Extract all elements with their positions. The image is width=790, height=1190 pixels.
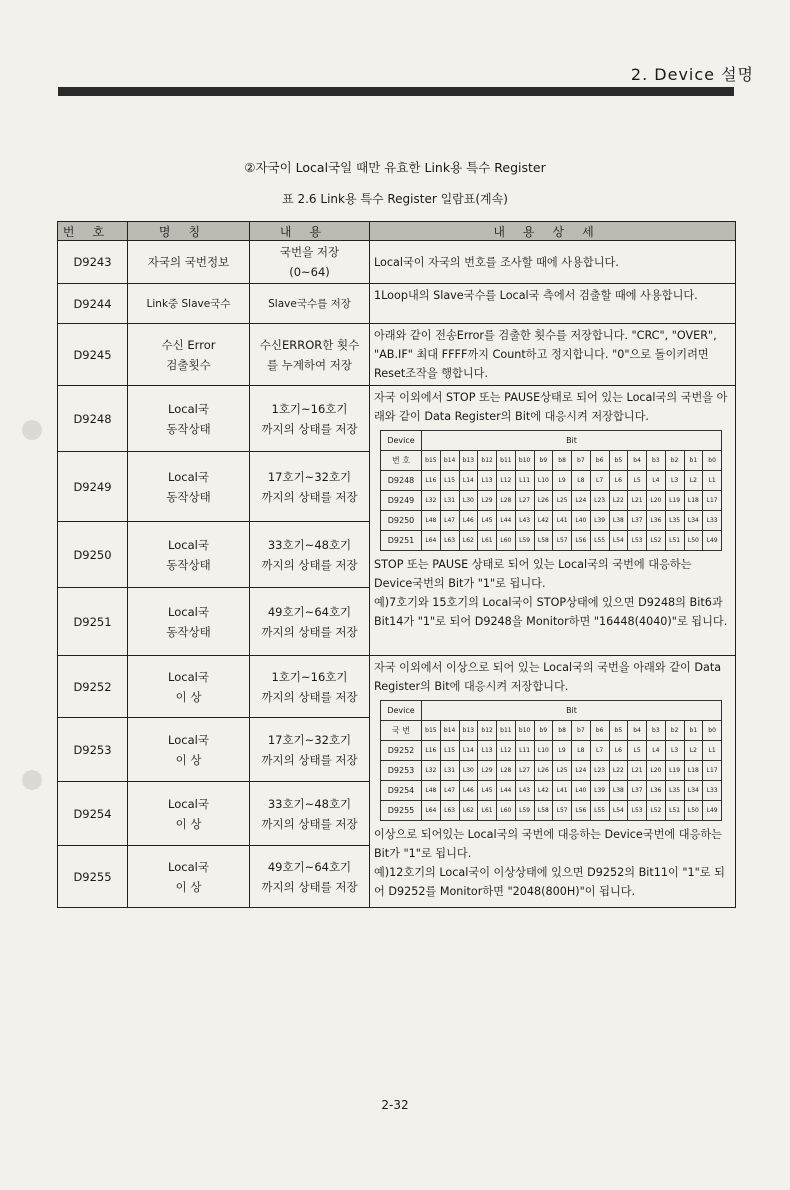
bit-header-cell: b3 xyxy=(647,721,666,741)
header-rule xyxy=(58,87,734,96)
bit-header-cell: b10 xyxy=(515,451,534,471)
name-line: 이 상 xyxy=(175,689,202,704)
bit-cell: L51 xyxy=(665,801,684,821)
bit-cell: L9 xyxy=(553,471,572,491)
bit-header-cell: b13 xyxy=(459,451,478,471)
bit-table-device-label: Device xyxy=(381,701,422,721)
bit-cell: L47 xyxy=(440,781,459,801)
bit-header-cell: b9 xyxy=(534,451,553,471)
register-name xyxy=(128,656,250,718)
name-line: Local국 xyxy=(168,859,209,874)
bit-cell: L35 xyxy=(665,781,684,801)
register-content xyxy=(250,588,370,656)
bit-row xyxy=(381,491,722,511)
register-name xyxy=(128,386,250,452)
bit-cell: L61 xyxy=(478,531,497,551)
bit-header-cell: b2 xyxy=(665,721,684,741)
bit-cell: L45 xyxy=(478,511,497,531)
col-header-name: 명칭 xyxy=(128,222,250,241)
name-line: 동작상태 xyxy=(166,489,211,504)
content-line: 까지의 상태를 저장 xyxy=(261,489,358,504)
bit-cell: L22 xyxy=(609,491,628,511)
bit-cell: L64 xyxy=(422,801,441,821)
bit-cell: L10 xyxy=(534,741,553,761)
table-row xyxy=(58,386,736,452)
bit-table-corner-label: 번 호 xyxy=(381,451,422,471)
register-code: D9255 xyxy=(58,846,128,908)
bit-header-cell: b7 xyxy=(572,451,591,471)
bit-header-cell: b14 xyxy=(440,721,459,741)
bit-cell: L55 xyxy=(590,531,609,551)
bit-header-cell: b5 xyxy=(609,721,628,741)
col-header-content: 내용 xyxy=(250,222,370,241)
bit-header-cell: b14 xyxy=(440,451,459,471)
bit-cell: L60 xyxy=(497,801,516,821)
bit-header-cell: b8 xyxy=(553,451,572,471)
content-line: 17호기~32호기 xyxy=(267,732,352,747)
content-line: 수신ERROR한 횟수 xyxy=(259,337,360,352)
bit-cell: L6 xyxy=(609,471,628,491)
bit-cell: L24 xyxy=(572,491,591,511)
bit-header-cell: b0 xyxy=(703,451,722,471)
register-code: D9254 xyxy=(58,782,128,846)
bit-cell: L61 xyxy=(478,801,497,821)
register-name xyxy=(128,522,250,588)
content-line: 를 누계하여 저장 xyxy=(266,357,353,372)
register-content xyxy=(250,718,370,782)
register-name xyxy=(128,718,250,782)
bit-cell: L25 xyxy=(553,761,572,781)
name-line: 동작상태 xyxy=(166,421,211,436)
register-table xyxy=(57,221,736,908)
name-line: 이 상 xyxy=(175,752,202,767)
bit-cell: L59 xyxy=(515,801,534,821)
group1-note: STOP 또는 PAUSE 상태로 되어 있는 Local국의 국번에 대응하는 Device국번의 Bit가 "1"로 됩니다. xyxy=(374,558,692,590)
bit-cell: L3 xyxy=(665,471,684,491)
bit-cell: L47 xyxy=(440,511,459,531)
bit-cell: L18 xyxy=(684,761,703,781)
bit-row-device: D9251 xyxy=(381,531,422,551)
bit-row-device: D9249 xyxy=(381,491,422,511)
group1-example: 예)7호기와 15호기의 Local국이 STOP상태에 있으면 D9248의 Bit6과 Bit14가 "1"로 되어 D9248을 Monitor하면 "16448(4040)"로 됩니다. xyxy=(374,596,728,628)
bit-cell: L25 xyxy=(553,491,572,511)
bit-cell: L34 xyxy=(684,781,703,801)
bit-cell: L8 xyxy=(572,471,591,491)
register-code: D9249 xyxy=(58,452,128,522)
bit-table-bit-label: Bit xyxy=(422,701,722,721)
bit-cell: L55 xyxy=(590,801,609,821)
bit-cell: L29 xyxy=(478,491,497,511)
bit-cell: L7 xyxy=(590,741,609,761)
bit-header-cell: b6 xyxy=(590,451,609,471)
bit-cell: L59 xyxy=(515,531,534,551)
bit-cell: L38 xyxy=(609,511,628,531)
bit-cell: L52 xyxy=(647,801,666,821)
bit-cell: L36 xyxy=(647,781,666,801)
register-name xyxy=(128,588,250,656)
bit-cell: L9 xyxy=(553,741,572,761)
table-caption: 표 2.6 Link용 특수 Register 일람표(계속) xyxy=(282,192,508,206)
bit-cell: L30 xyxy=(459,491,478,511)
bit-header-cell: b10 xyxy=(515,721,534,741)
bit-row xyxy=(381,741,722,761)
bit-cell: L63 xyxy=(440,531,459,551)
bit-cell: L20 xyxy=(647,761,666,781)
bit-cell: L64 xyxy=(422,531,441,551)
register-name xyxy=(128,846,250,908)
bit-cell: L57 xyxy=(553,801,572,821)
bit-map-table-1 xyxy=(380,430,722,551)
bit-cell: L53 xyxy=(628,801,647,821)
table-row xyxy=(58,656,736,718)
group1-intro: 자국 이외에서 STOP 또는 PAUSE상태로 되어 있는 Local국의 국번을 아래와 같이 Data Register의 Bit에 대응시켜 저장합니다. xyxy=(374,391,728,423)
bit-cell: L7 xyxy=(590,471,609,491)
bit-cell: L14 xyxy=(459,741,478,761)
name-line: Local국 xyxy=(168,537,209,552)
col-header-number: 번호 xyxy=(58,222,128,241)
content-line: 17호기~32호기 xyxy=(267,469,352,484)
section-title: 2. Device 설명 xyxy=(630,65,754,84)
register-code: D9244 xyxy=(58,284,128,324)
name-line: 이 상 xyxy=(175,816,202,831)
register-code: D9253 xyxy=(58,718,128,782)
bit-cell: L33 xyxy=(703,511,722,531)
bit-cell: L13 xyxy=(478,741,497,761)
bit-cell: L53 xyxy=(628,531,647,551)
bit-header-cell: b3 xyxy=(647,451,666,471)
bit-cell: L39 xyxy=(590,511,609,531)
bit-cell: L5 xyxy=(628,471,647,491)
bit-cell: L44 xyxy=(497,511,516,531)
bit-cell: L19 xyxy=(665,761,684,781)
bit-header-cell: b12 xyxy=(478,721,497,741)
content-line: 1호기~16호기 xyxy=(271,669,348,684)
bit-cell: L26 xyxy=(534,491,553,511)
bit-row xyxy=(381,761,722,781)
register-code: D9252 xyxy=(58,656,128,718)
name-line: 이 상 xyxy=(175,879,202,894)
name-line: Local국 xyxy=(168,796,209,811)
bit-cell: L26 xyxy=(534,761,553,781)
bit-row-device: D9250 xyxy=(381,511,422,531)
subtitle: ②자국이 Local국일 때만 유효한 Link용 특수 Register xyxy=(244,160,546,175)
bit-row-device: D9255 xyxy=(381,801,422,821)
name-line: Local국 xyxy=(168,401,209,416)
bit-row xyxy=(381,471,722,491)
bit-cell: L28 xyxy=(497,761,516,781)
register-content: Slave국수를 저장 xyxy=(250,284,370,324)
bit-cell: L2 xyxy=(684,471,703,491)
bit-row-device: D9252 xyxy=(381,741,422,761)
col-header-detail: 내용상세 xyxy=(370,222,736,241)
bit-cell: L32 xyxy=(422,491,441,511)
name-line: 동작상태 xyxy=(166,557,211,572)
register-content xyxy=(250,241,370,284)
register-code: D9250 xyxy=(58,522,128,588)
bit-header-cell: b12 xyxy=(478,451,497,471)
bit-cell: L4 xyxy=(647,741,666,761)
bit-cell: L8 xyxy=(572,741,591,761)
bit-cell: L29 xyxy=(478,761,497,781)
group2-example: 예)12호기의 Local국이 이상상태에 있으면 D9252의 Bit11이 "1"로 되어 D9252를 Monitor하면 "2048(800H)"이 됩니다. xyxy=(374,866,725,898)
bit-cell: L35 xyxy=(665,511,684,531)
bit-cell: L16 xyxy=(422,471,441,491)
bit-cell: L43 xyxy=(515,781,534,801)
bit-cell: L62 xyxy=(459,801,478,821)
bit-cell: L48 xyxy=(422,511,441,531)
group2-intro: 자국 이외에서 이상으로 되어 있는 Local국의 국번을 아래와 같이 Data Register의 Bit에 대응시켜 저장합니다. xyxy=(374,661,722,693)
content-line: 까지의 상태를 저장 xyxy=(261,557,358,572)
content-line: 까지의 상태를 저장 xyxy=(261,421,358,436)
register-content xyxy=(250,846,370,908)
bit-cell: L31 xyxy=(440,491,459,511)
bit-cell: L4 xyxy=(647,471,666,491)
bit-header-cell: b6 xyxy=(590,721,609,741)
bit-header-cell: b15 xyxy=(422,721,441,741)
bit-cell: L57 xyxy=(553,531,572,551)
content-line: 까지의 상태를 저장 xyxy=(261,816,358,831)
bit-cell: L50 xyxy=(684,801,703,821)
content-line: 까지의 상태를 저장 xyxy=(261,879,358,894)
table-row xyxy=(58,324,736,386)
register-name xyxy=(128,452,250,522)
bit-cell: L1 xyxy=(703,741,722,761)
bit-header-cell: b11 xyxy=(497,721,516,741)
bit-cell: L42 xyxy=(534,781,553,801)
table-row xyxy=(58,241,736,284)
bit-header-cell: b1 xyxy=(684,451,703,471)
bit-cell: L34 xyxy=(684,511,703,531)
table-row xyxy=(58,284,736,324)
bit-cell: L30 xyxy=(459,761,478,781)
content-line: 33호기~48호기 xyxy=(267,796,352,811)
group1-detail xyxy=(370,386,736,656)
bit-cell: L12 xyxy=(497,741,516,761)
name-line: Local국 xyxy=(168,732,209,747)
bit-cell: L56 xyxy=(572,801,591,821)
group2-detail xyxy=(370,656,736,908)
bit-cell: L56 xyxy=(572,531,591,551)
content-line: 33호기~48호기 xyxy=(267,537,352,552)
register-detail: 1Loop내의 Slave국수를 Local국 측에서 검출할 때에 사용합니다. xyxy=(370,284,736,324)
bit-header-cell: b13 xyxy=(459,721,478,741)
bit-table-corner-label: 국 번 xyxy=(381,721,422,741)
bit-cell: L13 xyxy=(478,471,497,491)
bit-header-cell: b1 xyxy=(684,721,703,741)
bit-cell: L50 xyxy=(684,531,703,551)
bit-cell: L2 xyxy=(684,741,703,761)
bit-header-cell: b15 xyxy=(422,451,441,471)
bit-header-cell: b0 xyxy=(703,721,722,741)
bit-cell: L17 xyxy=(703,761,722,781)
bit-cell: L23 xyxy=(590,761,609,781)
bit-cell: L38 xyxy=(609,781,628,801)
register-content xyxy=(250,324,370,386)
bit-row xyxy=(381,781,722,801)
bit-cell: L46 xyxy=(459,511,478,531)
register-code: D9245 xyxy=(58,324,128,386)
bit-cell: L6 xyxy=(609,741,628,761)
bit-cell: L36 xyxy=(647,511,666,531)
bit-cell: L41 xyxy=(553,781,572,801)
register-detail: Local국이 자국의 번호를 조사할 때에 사용합니다. xyxy=(370,241,736,284)
register-content xyxy=(250,452,370,522)
register-name: Link중 Slave국수 xyxy=(128,284,250,324)
register-name: 자국의 국번정보 xyxy=(128,241,250,284)
bit-cell: L20 xyxy=(647,491,666,511)
bit-cell: L39 xyxy=(590,781,609,801)
page-number: 2-32 xyxy=(381,1098,409,1112)
bit-cell: L33 xyxy=(703,781,722,801)
name-line: 동작상태 xyxy=(166,624,211,639)
bit-header-cell: b9 xyxy=(534,721,553,741)
bit-cell: L19 xyxy=(665,491,684,511)
register-content xyxy=(250,522,370,588)
bit-row-device: D9254 xyxy=(381,781,422,801)
bit-cell: L11 xyxy=(515,471,534,491)
bit-cell: L10 xyxy=(534,471,553,491)
bit-header-cell: b4 xyxy=(628,721,647,741)
bit-cell: L62 xyxy=(459,531,478,551)
bit-cell: L40 xyxy=(572,781,591,801)
bit-map-table-2 xyxy=(380,700,722,821)
name-line: 수신 Error xyxy=(161,337,216,352)
group2-note: 이상으로 되어있는 Local국의 국번에 대응하는 Device국번에 대응하는 Bit가 "1"로 됩니다. xyxy=(374,828,722,860)
bit-cell: L28 xyxy=(497,491,516,511)
name-line: Local국 xyxy=(168,604,209,619)
bit-table-device-label: Device xyxy=(381,431,422,451)
bit-header-cell: b2 xyxy=(665,451,684,471)
bit-cell: L54 xyxy=(609,801,628,821)
bit-cell: L21 xyxy=(628,491,647,511)
register-detail: 아래와 같이 전송Error를 검출한 횟수를 저장합니다. "CRC", "OVER", "AB.IF" 최대 FFFF까지 Count하고 정지합니다. "0"으로 돌이키려면 Reset조작을 행합니다. xyxy=(370,324,736,386)
content-line: 49호기~64호기 xyxy=(267,859,352,874)
bit-cell: L41 xyxy=(553,511,572,531)
bit-row-device: D9248 xyxy=(381,471,422,491)
bit-cell: L40 xyxy=(572,511,591,531)
register-content xyxy=(250,782,370,846)
bit-cell: L5 xyxy=(628,741,647,761)
bit-row xyxy=(381,801,722,821)
register-code: D9251 xyxy=(58,588,128,656)
bit-cell: L60 xyxy=(497,531,516,551)
bit-cell: L37 xyxy=(628,781,647,801)
bit-cell: L52 xyxy=(647,531,666,551)
register-content xyxy=(250,386,370,452)
bit-cell: L15 xyxy=(440,471,459,491)
bit-header-cell: b5 xyxy=(609,451,628,471)
name-line: 검출횟수 xyxy=(166,357,211,372)
bit-cell: L48 xyxy=(422,781,441,801)
bit-cell: L37 xyxy=(628,511,647,531)
register-name xyxy=(128,782,250,846)
bit-cell: L24 xyxy=(572,761,591,781)
bit-cell: L22 xyxy=(609,761,628,781)
bit-cell: L21 xyxy=(628,761,647,781)
content-line: 국번을 저장 xyxy=(279,245,340,259)
bit-row xyxy=(381,511,722,531)
bit-cell: L27 xyxy=(515,491,534,511)
bit-cell: L1 xyxy=(703,471,722,491)
bit-cell: L45 xyxy=(478,781,497,801)
bit-cell: L51 xyxy=(665,531,684,551)
bit-cell: L23 xyxy=(590,491,609,511)
bit-cell: L44 xyxy=(497,781,516,801)
content-line: 까지의 상태를 저장 xyxy=(261,752,358,767)
content-line: 까지의 상태를 저장 xyxy=(261,689,358,704)
bit-cell: L17 xyxy=(703,491,722,511)
content-line: 까지의 상태를 저장 xyxy=(261,624,358,639)
bit-cell: L49 xyxy=(703,801,722,821)
bit-cell: L31 xyxy=(440,761,459,781)
content-line: 1호기~16호기 xyxy=(271,401,348,416)
name-line: Local국 xyxy=(168,669,209,684)
bit-cell: L16 xyxy=(422,741,441,761)
bit-cell: L14 xyxy=(459,471,478,491)
bit-header-cell: b8 xyxy=(553,721,572,741)
bit-cell: L3 xyxy=(665,741,684,761)
bit-header-cell: b4 xyxy=(628,451,647,471)
register-code: D9243 xyxy=(58,241,128,284)
bit-cell: L49 xyxy=(703,531,722,551)
bit-cell: L58 xyxy=(534,531,553,551)
bit-cell: L12 xyxy=(497,471,516,491)
binder-hole-bottom xyxy=(22,770,42,790)
binder-hole-top xyxy=(22,420,42,440)
bit-cell: L32 xyxy=(422,761,441,781)
register-content xyxy=(250,656,370,718)
bit-cell: L63 xyxy=(440,801,459,821)
register-name xyxy=(128,324,250,386)
bit-row-device: D9253 xyxy=(381,761,422,781)
bit-cell: L11 xyxy=(515,741,534,761)
bit-cell: L54 xyxy=(609,531,628,551)
bit-row xyxy=(381,531,722,551)
bit-cell: L58 xyxy=(534,801,553,821)
bit-header-cell: b7 xyxy=(572,721,591,741)
bit-header-cell: b11 xyxy=(497,451,516,471)
bit-cell: L46 xyxy=(459,781,478,801)
bit-cell: L42 xyxy=(534,511,553,531)
register-code: D9248 xyxy=(58,386,128,452)
content-line: 49호기~64호기 xyxy=(267,604,352,619)
bit-cell: L18 xyxy=(684,491,703,511)
bit-cell: L43 xyxy=(515,511,534,531)
bit-cell: L27 xyxy=(515,761,534,781)
bit-cell: L15 xyxy=(440,741,459,761)
bit-table-bit-label: Bit xyxy=(422,431,722,451)
name-line: Local국 xyxy=(168,469,209,484)
content-line: (0~64) xyxy=(289,265,330,279)
